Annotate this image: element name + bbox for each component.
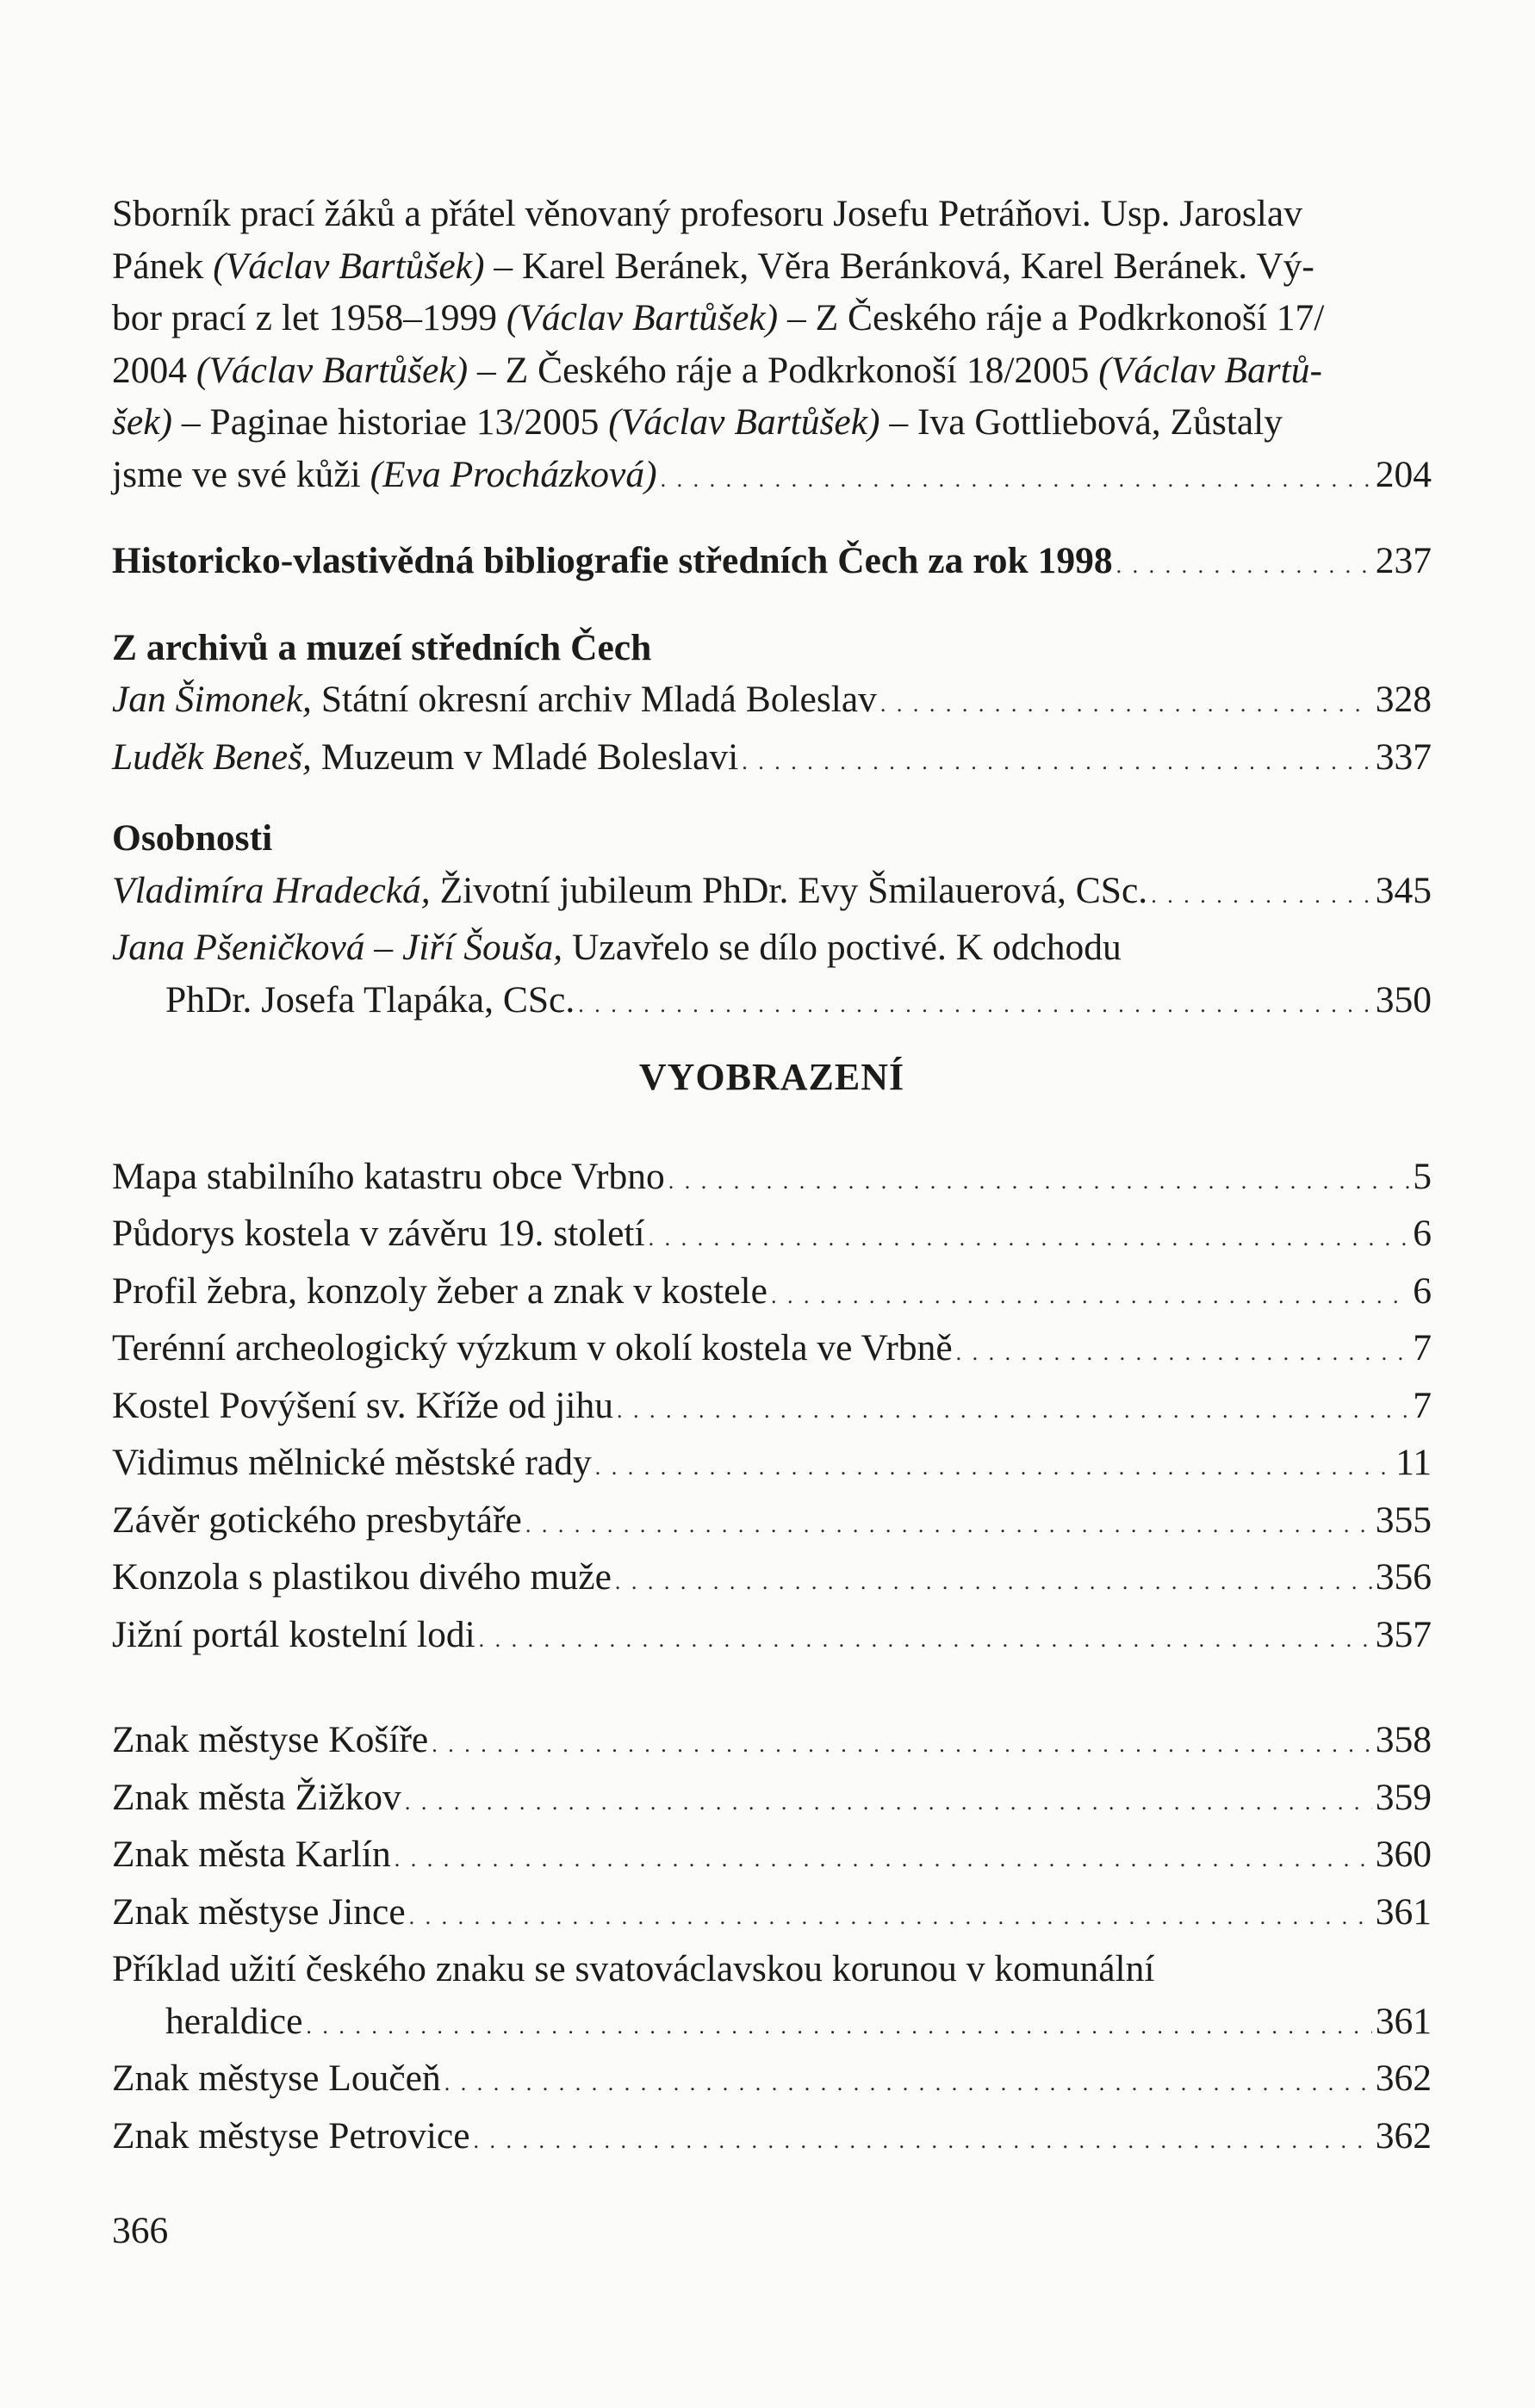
dot-leader — [405, 1777, 1372, 1829]
dot-leader — [595, 1442, 1392, 1494]
toc-entry — [112, 1772, 1432, 1829]
page-ref: 358 — [1375, 1719, 1432, 1760]
toc-entry-first-line — [112, 922, 1432, 974]
entry-title: Znak městyse Jince — [112, 1890, 406, 1933]
entry-title: Konzola s plastikou divého muže — [112, 1556, 612, 1598]
page-ref: 337 — [1375, 735, 1432, 778]
reviewer: (Václav Bartůšek) — [506, 297, 779, 338]
reviewer: (Václav Bartůšek) — [213, 245, 485, 287]
section-heading: Z archivů a muzeí středních Čech — [112, 626, 652, 668]
dot-leader — [956, 1327, 1410, 1380]
entry-title: Profil žebra, konzoly žeber a znak v kostele — [112, 1269, 768, 1312]
entry-title: Mapa stabilního katastru obce Vrbno — [112, 1155, 665, 1197]
page-ref: 7 — [1413, 1384, 1432, 1426]
intro-line — [112, 240, 1432, 293]
dot-leader — [479, 1614, 1372, 1666]
entry-title: Půdorys kostela v závěru 19. století — [112, 1213, 645, 1254]
toc-entry — [112, 1207, 1432, 1265]
intro-line — [112, 344, 1432, 397]
dot-leader — [1151, 870, 1372, 922]
toc-entry — [112, 449, 1432, 506]
page-ref: 362 — [1375, 2057, 1432, 2099]
toc-entry-continuation — [112, 974, 1432, 1032]
text: – Karel Beránek, Věra Beránková, Karel Beránek. Vý- — [484, 245, 1314, 287]
toc-entry — [112, 1494, 1432, 1552]
intro-line — [112, 292, 1432, 344]
toc-entry — [112, 865, 1432, 922]
dot-leader — [668, 1156, 1410, 1208]
text: bor prací z let 1958–1999 — [112, 297, 506, 338]
entry-title — [112, 865, 1147, 917]
text: Muzeum v Mladé Boleslavi — [311, 735, 739, 778]
page-ref: 361 — [1375, 1890, 1432, 1933]
intro-paragraph — [112, 188, 1432, 506]
entry-title — [112, 731, 738, 784]
reviewer: (Eva Procházková) — [370, 453, 657, 495]
entry-title: Historicko-vlastivědná bibliografie středních Čech za rok 1998 — [112, 540, 1113, 581]
text: 2004 — [112, 349, 196, 391]
section-heading: Osobnosti — [112, 817, 273, 859]
reviewer: (Václav Bartůšek) — [196, 349, 469, 391]
page-ref: 350 — [1375, 978, 1432, 1021]
text: – Paginae historiae 13/2005 — [172, 401, 609, 443]
toc-entry — [112, 1437, 1432, 1494]
dot-leader — [617, 1385, 1409, 1437]
text: – Z Českého ráje a Podkrkonoší 18/2005 — [468, 349, 1099, 391]
dot-leader — [578, 979, 1372, 1032]
illustrations-list-2 — [112, 1714, 1432, 2167]
text: Životní jubileum PhDr. Evy Šmilauerová, CSc. — [430, 869, 1148, 911]
toc-entry — [112, 1886, 1432, 1944]
entry-title — [112, 449, 657, 501]
toc-entry — [112, 2052, 1432, 2110]
toc-entry — [112, 1551, 1432, 1609]
toc-entry — [112, 1265, 1432, 1323]
entry-title: Jižní portál kostelní lodi — [112, 1613, 475, 1655]
reviewer: šek) — [112, 401, 173, 443]
dot-leader — [1116, 540, 1372, 593]
author: Vladimíra Hradecká, — [112, 869, 431, 911]
page-ref: 359 — [1375, 1776, 1432, 1818]
page-ref: 345 — [1375, 869, 1432, 911]
illustrations-list-1 — [112, 1151, 1432, 1666]
toc-entry-first-line: Příklad užití českého znaku se svatováclavskou korunou v komunální — [112, 1948, 1155, 1989]
page-ref: 355 — [1375, 1499, 1432, 1541]
entry-title: Terénní archeologický výzkum v okolí kostela ve Vrbně — [112, 1327, 953, 1368]
toc-entry-bibliography — [112, 535, 1432, 593]
text: – Iva Gottliebová, Zůstaly — [879, 401, 1283, 443]
dot-leader — [880, 679, 1372, 731]
reviewer: (Václav Bartů- — [1098, 349, 1322, 391]
page-ref: 357 — [1375, 1613, 1432, 1655]
toc-entry — [112, 731, 1432, 789]
entry-title: Znak městyse Petrovice — [112, 2114, 470, 2157]
entry-title — [112, 673, 877, 726]
text: Pánek — [112, 245, 214, 287]
entry-title: Znak města Žižkov — [112, 1776, 401, 1818]
toc-entry — [112, 1151, 1432, 1208]
page-ref: 6 — [1413, 1213, 1432, 1254]
page-ref: 356 — [1375, 1556, 1432, 1598]
page-ref: 360 — [1375, 1834, 1432, 1875]
toc-entry — [112, 1380, 1432, 1437]
toc-entry — [112, 1714, 1432, 1772]
toc-entry — [112, 1828, 1432, 1886]
page-ref: 7 — [1413, 1327, 1432, 1368]
author: Luděk Beneš, — [112, 735, 312, 778]
dot-leader — [771, 1270, 1409, 1323]
dot-leader — [615, 1556, 1372, 1609]
intro-line: Sborník prací žáků a přátel věnovaný profesoru Josefu Petráňovi. Usp. Jaroslav — [112, 193, 1302, 234]
text: – Z Českého ráje a Podkrkonoší 17/ — [778, 297, 1325, 338]
intro-line — [112, 396, 1432, 449]
dot-leader — [306, 2001, 1371, 2053]
text: Uzavřelo se dílo poctivé. K odchodu — [562, 927, 1122, 968]
dot-leader — [444, 2057, 1372, 2110]
author: Jan Šimonek, — [112, 679, 312, 720]
entry-title: Vidimus mělnické městské rady — [112, 1442, 592, 1483]
page-ref: 328 — [1375, 679, 1432, 720]
toc-entry — [112, 2110, 1432, 2168]
content-column — [112, 188, 1432, 2167]
toc-entry — [112, 673, 1432, 731]
section-title-illustrations: VYOBRAZENÍ — [638, 1056, 905, 1098]
page-ref: 362 — [1375, 2114, 1432, 2157]
page-ref: 6 — [1413, 1269, 1432, 1312]
entry-title: Znak městyse Loučeň — [112, 2057, 441, 2099]
author: Jana Pšeničková – Jiří Šouša, — [112, 927, 563, 968]
entry-title: heraldice — [165, 2000, 303, 2042]
text: jsme ve své kůži — [112, 453, 370, 495]
page-ref: 5 — [1413, 1155, 1432, 1197]
page-number: 366 — [112, 2210, 169, 2251]
dot-leader — [661, 454, 1372, 506]
toc-entry — [112, 1322, 1432, 1380]
dot-leader — [525, 1499, 1372, 1552]
dot-leader — [409, 1891, 1372, 1944]
dot-leader — [742, 736, 1371, 789]
text: Státní okresní archiv Mladá Boleslav — [311, 679, 877, 720]
toc-entry — [112, 1609, 1432, 1666]
dot-leader — [432, 1719, 1372, 1772]
page-ref: 204 — [1375, 453, 1432, 495]
page-ref: 237 — [1375, 540, 1432, 581]
dot-leader — [474, 2115, 1372, 2168]
page-ref: 361 — [1375, 2000, 1432, 2042]
entry-title: Znak městyse Košíře — [112, 1719, 429, 1760]
entry-title: Znak města Karlín — [112, 1834, 391, 1875]
dot-leader — [649, 1213, 1410, 1265]
dot-leader — [395, 1834, 1372, 1886]
reviewer: (Václav Bartůšek) — [608, 401, 880, 443]
entry-title: PhDr. Josefa Tlapáka, CSc. — [165, 978, 575, 1021]
toc-entry-continuation — [112, 1995, 1432, 2053]
entry-title: Závěr gotického presbytáře — [112, 1499, 522, 1541]
page-ref: 11 — [1395, 1442, 1432, 1483]
entry-title: Kostel Povýšení sv. Kříže od jihu — [112, 1384, 613, 1426]
